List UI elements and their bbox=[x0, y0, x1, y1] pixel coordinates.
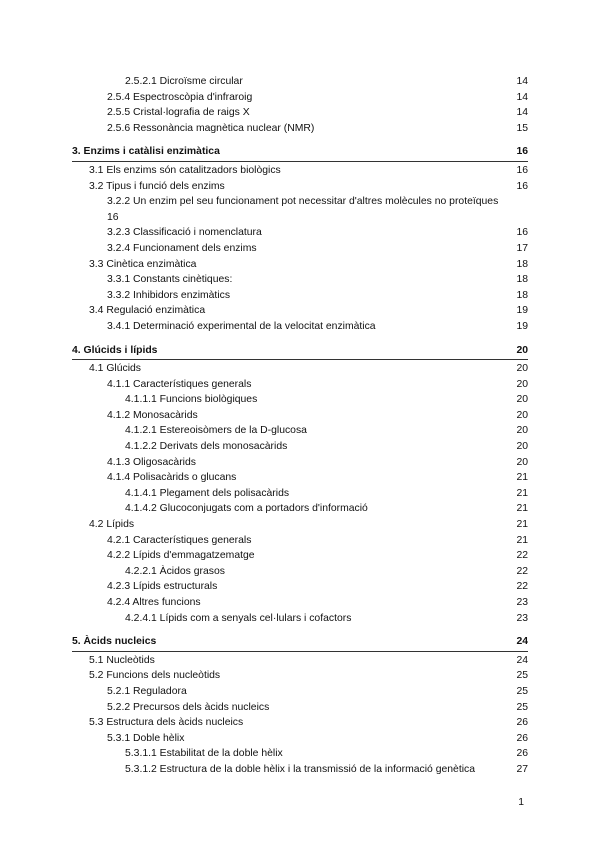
chapter-divider bbox=[72, 161, 528, 162]
toc-entry-title: 4.1.1 Característiques generals bbox=[107, 378, 252, 390]
toc-entry[interactable] bbox=[72, 579, 528, 595]
toc-entry-page: 18 bbox=[516, 274, 528, 286]
toc-entry-title: 4.2.2.1 Àcidos grasos bbox=[125, 565, 225, 577]
toc-entry-page: 16 bbox=[107, 211, 119, 223]
toc-entry-page: 24 bbox=[516, 654, 528, 666]
toc-entry-title: 4.2.2 Lípids d'emmagatzematge bbox=[107, 550, 255, 562]
toc-entry[interactable] bbox=[72, 455, 528, 471]
toc-entry-title: 4.1 Glúcids bbox=[89, 363, 141, 375]
toc-entry-page: 21 bbox=[516, 487, 528, 499]
toc-entry-page: 14 bbox=[516, 91, 528, 103]
toc-entry-page: 16 bbox=[516, 227, 528, 239]
toc-entry[interactable] bbox=[72, 377, 528, 393]
toc-entry[interactable] bbox=[72, 700, 528, 716]
toc-entry-page: 14 bbox=[516, 76, 528, 87]
toc-entry-page: 15 bbox=[516, 122, 528, 134]
toc-entry-title: 4.1.4.2 Glucoconjugats com a portadors d'informació bbox=[125, 503, 368, 515]
toc-entry-page: 18 bbox=[516, 258, 528, 270]
toc-entry-title: 3.4 Regulació enzimàtica bbox=[89, 305, 206, 317]
toc-entry-title: 4.1.1.1 Funcions biològiques bbox=[125, 394, 258, 406]
toc-entry[interactable] bbox=[72, 611, 528, 627]
toc-entry-title: 5.3.1 Doble hèlix bbox=[107, 732, 185, 744]
chapter-divider bbox=[72, 359, 528, 360]
toc-entry[interactable] bbox=[72, 105, 528, 121]
toc-entry-page: 21 bbox=[516, 503, 528, 515]
toc-entry-title: 5.3.1.1 Estabilitat de la doble hèlix bbox=[125, 748, 283, 760]
toc-entry[interactable] bbox=[72, 548, 528, 564]
toc-entry-page: 19 bbox=[516, 305, 528, 317]
toc-entry[interactable] bbox=[72, 121, 528, 137]
toc-entry-title: 2.5.6 Ressonància magnètica nuclear (NMR) bbox=[107, 122, 315, 134]
toc-entry[interactable] bbox=[72, 715, 528, 731]
toc-entry-title: 4.1.2 Monosacàrids bbox=[107, 409, 198, 421]
toc-entry-page: 21 bbox=[516, 519, 528, 531]
toc-entry[interactable] bbox=[72, 684, 528, 700]
toc-chapter-entry[interactable] bbox=[72, 343, 528, 359]
toc-entry-page: 20 bbox=[516, 425, 528, 437]
toc-entry-page: 20 bbox=[516, 363, 528, 375]
toc-entry-title: 3.3 Cinètica enzimàtica bbox=[89, 258, 197, 270]
toc-entry-title: 3.2.4 Funcionament dels enzims bbox=[107, 242, 257, 254]
toc-entry[interactable] bbox=[72, 470, 528, 486]
toc-entry[interactable] bbox=[72, 653, 528, 669]
toc-entry-title: 4.1.3 Oligosacàrids bbox=[107, 456, 196, 468]
toc-entry[interactable] bbox=[72, 408, 528, 424]
toc-entry-page: 22 bbox=[516, 581, 528, 593]
toc-entry[interactable] bbox=[72, 90, 528, 106]
toc-entry-page: 20 bbox=[516, 394, 528, 406]
toc-entry-title: 3.3.2 Inhibidors enzimàtics bbox=[107, 289, 231, 301]
toc-entry[interactable] bbox=[72, 746, 528, 762]
toc-entry[interactable] bbox=[72, 241, 528, 257]
toc-entry[interactable] bbox=[72, 225, 528, 241]
toc-entry[interactable] bbox=[72, 423, 528, 439]
toc-entry-page: 19 bbox=[516, 320, 528, 332]
toc-entry[interactable] bbox=[72, 564, 528, 580]
toc-entry-page: 23 bbox=[516, 597, 528, 608]
toc-entry-title: 3.2.2 Un enzim pel seu funcionament pot necessitar d'altres molècules no proteïques bbox=[107, 196, 499, 208]
toc-entry[interactable] bbox=[72, 361, 528, 377]
toc-entry-page: 26 bbox=[516, 717, 528, 729]
toc-entry[interactable] bbox=[72, 533, 528, 549]
toc-entry-title: 2.5.4 Espectroscòpia d'infraroig bbox=[107, 91, 253, 103]
toc-entry-title: 5.3 Estructura dels àcids nucleics bbox=[89, 717, 244, 729]
toc-entry-page: 21 bbox=[516, 534, 528, 546]
toc-entry-page: 14 bbox=[516, 107, 528, 119]
toc-entry-title: 4.1.2.1 Estereoisòmers de la D-glucosa bbox=[125, 425, 307, 437]
toc-entry-page: 20 bbox=[516, 378, 528, 390]
toc-entry-title: 5. Àcids nucleics bbox=[72, 636, 157, 648]
toc-entry[interactable] bbox=[72, 163, 528, 179]
toc-entry[interactable] bbox=[72, 439, 528, 455]
toc-entry-title: 4.2.4 Altres funcions bbox=[107, 597, 201, 608]
toc-chapter-entry[interactable] bbox=[72, 144, 528, 160]
toc-entry-title: 4.2.1 Característiques generals bbox=[107, 534, 252, 546]
toc-entry-page: 20 bbox=[516, 456, 528, 468]
toc-entry[interactable] bbox=[72, 179, 528, 195]
toc-entry-page: 20 bbox=[516, 344, 528, 356]
toc-entry[interactable] bbox=[72, 74, 528, 90]
toc-entry-title: 3.2 Tipus i funció dels enzims bbox=[89, 180, 225, 192]
toc-entry-page: 22 bbox=[516, 550, 528, 562]
toc-entry[interactable] bbox=[72, 392, 528, 408]
toc-entry-title: 5.2.1 Reguladora bbox=[107, 685, 187, 697]
toc-entry-page: 18 bbox=[516, 289, 528, 301]
toc-entry-title: 4.2 Lípids bbox=[89, 519, 135, 531]
toc-entry-title: 5.3.1.2 Estructura de la doble hèlix i la transmissió de la informació genètica bbox=[125, 763, 476, 775]
chapter-divider bbox=[72, 651, 528, 652]
toc-entry-title: 4. Glúcids i lípids bbox=[72, 344, 158, 356]
toc-entry[interactable] bbox=[72, 257, 528, 273]
toc-entry[interactable] bbox=[72, 303, 528, 319]
toc-entry-title: 3.1 Els enzims són catalitzadors biològics bbox=[89, 164, 281, 176]
toc-chapter-entry[interactable] bbox=[72, 634, 528, 650]
toc-entry[interactable] bbox=[72, 517, 528, 533]
toc-entry-title: 4.1.4 Polisacàrids o glucans bbox=[107, 472, 237, 484]
toc-entry-title: 4.1.4.1 Plegament dels polisacàrids bbox=[125, 487, 290, 499]
toc-entry[interactable] bbox=[72, 762, 528, 778]
toc-entry-page: 21 bbox=[516, 472, 528, 484]
toc-entry-title: 3.4.1 Determinació experimental de la velocitat enzimàtica bbox=[107, 320, 376, 332]
toc-entry-page: 26 bbox=[516, 732, 528, 744]
toc-entry-title: 4.2.4.1 Lípids com a senyals cel·lulars i cofactors bbox=[125, 612, 352, 624]
toc-entry[interactable] bbox=[72, 194, 528, 225]
toc-entry[interactable] bbox=[72, 319, 528, 335]
toc-entry-page: 24 bbox=[516, 636, 528, 648]
toc-entry-page: 26 bbox=[516, 748, 528, 760]
toc-entry-title: 3.2.3 Classificació i nomenclatura bbox=[107, 227, 262, 239]
toc-entry-title: 4.2.3 Lípids estructurals bbox=[107, 581, 218, 593]
toc-entry-page: 25 bbox=[516, 670, 528, 682]
toc-entry-title: 5.1 Nucleòtids bbox=[89, 654, 155, 666]
toc-entry-page: 16 bbox=[516, 164, 528, 176]
toc-entry[interactable] bbox=[72, 668, 528, 684]
table-of-contents bbox=[72, 74, 528, 778]
toc-entry-page: 17 bbox=[516, 242, 528, 254]
toc-entry[interactable] bbox=[72, 486, 528, 502]
toc-entry-page: 23 bbox=[516, 612, 528, 624]
toc-entry-page: 22 bbox=[516, 565, 528, 577]
toc-entry-title: 2.5.5 Cristal·lografia de raigs X bbox=[107, 107, 250, 119]
toc-entry[interactable] bbox=[72, 501, 528, 517]
toc-entry-title: 2.5.2.1 Dicroïsme circular bbox=[125, 76, 243, 87]
toc-entry-page: 20 bbox=[516, 409, 528, 421]
toc-entry-page: 16 bbox=[516, 180, 528, 192]
toc-entry-page: 25 bbox=[516, 701, 528, 713]
toc-entry-page: 25 bbox=[516, 685, 528, 697]
toc-entry[interactable] bbox=[72, 288, 528, 304]
toc-entry-title: 3. Enzims i catàlisi enzimàtica bbox=[72, 146, 220, 158]
toc-entry-title: 5.2.2 Precursos dels àcids nucleics bbox=[107, 701, 270, 713]
toc-entry-title: 4.1.2.2 Derivats dels monosacàrids bbox=[125, 441, 288, 453]
toc-entry[interactable] bbox=[72, 272, 528, 288]
page-number: 1 bbox=[518, 797, 524, 808]
toc-entry-title: 5.2 Funcions dels nucleòtids bbox=[89, 670, 221, 682]
toc-entry[interactable] bbox=[72, 595, 528, 611]
toc-entry[interactable] bbox=[72, 731, 528, 747]
toc-entry-page: 20 bbox=[516, 441, 528, 453]
toc-entry-title: 3.3.1 Constants cinètiques: bbox=[107, 274, 233, 286]
toc-entry-page: 16 bbox=[516, 146, 528, 158]
toc-entry-page: 27 bbox=[516, 763, 528, 775]
